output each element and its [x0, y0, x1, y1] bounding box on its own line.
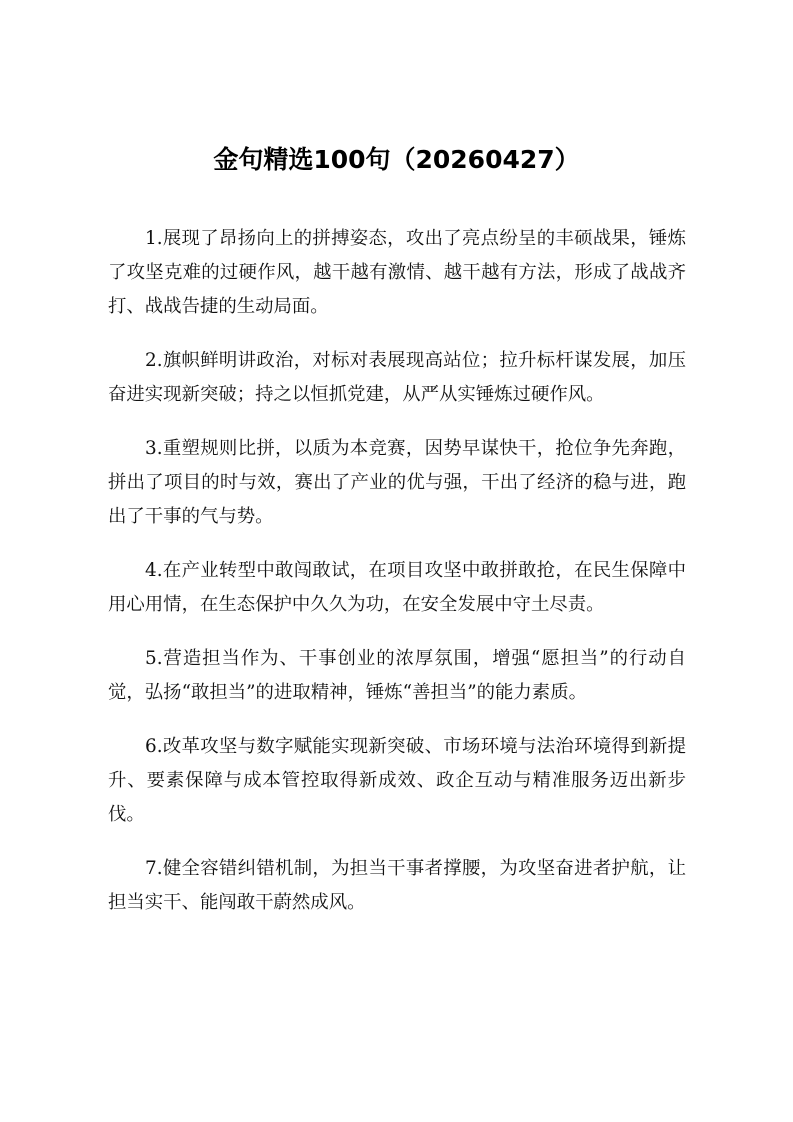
paragraph-5: 5.营造担当作为、干事创业的浓厚氛围，增强“愿担当”的行动自觉，弘扬“敢担当”的进取精神，锤炼“善担当”的能力素质。 — [108, 648, 686, 703]
document-title: 金句精选100句（20260427） — [213, 145, 580, 174]
paragraph-2: 2.旗帜鲜明讲政治，对标对表展现高站位；拉升标杆谋发展，加压奋进实现新突破；持之以恒抓党建，从严从实锤炼过硬作风。 — [108, 350, 686, 405]
paragraph-3: 3.重塑规则比拼，以质为本竞赛，因势早谋快干，抢位争先奔跑，拼出了项目的时与效，赛出了产业的优与强，干出了经济的稳与进，跑出了干事的气与势。 — [108, 438, 686, 527]
document-body — [108, 222, 686, 940]
paragraph-1: 1.展现了昂扬向上的拼搏姿态，攻出了亮点纷呈的丰硕战果，锤炼了攻坚克难的过硬作风，越干越有激情、越干越有方法，形成了战战齐打、战战告捷的生动局面。 — [108, 228, 686, 317]
paragraph-6: 6.改革攻坚与数字赋能实现新突破、市场环境与法治环境得到新提升、要素保障与成本管控取得新成效、政企互动与精准服务迈出新步伐。 — [108, 736, 686, 825]
paragraph-7: 7.健全容错纠错机制，为担当干事者撑腰，为攻坚奋进者护航，让担当实干、能闯敢干蔚然成风。 — [108, 858, 686, 913]
paragraph-4: 4.在产业转型中敢闯敢试，在项目攻坚中敢拼敢抢，在民生保障中用心用情，在生态保护中久久为功，在安全发展中守土尽责。 — [108, 560, 686, 615]
